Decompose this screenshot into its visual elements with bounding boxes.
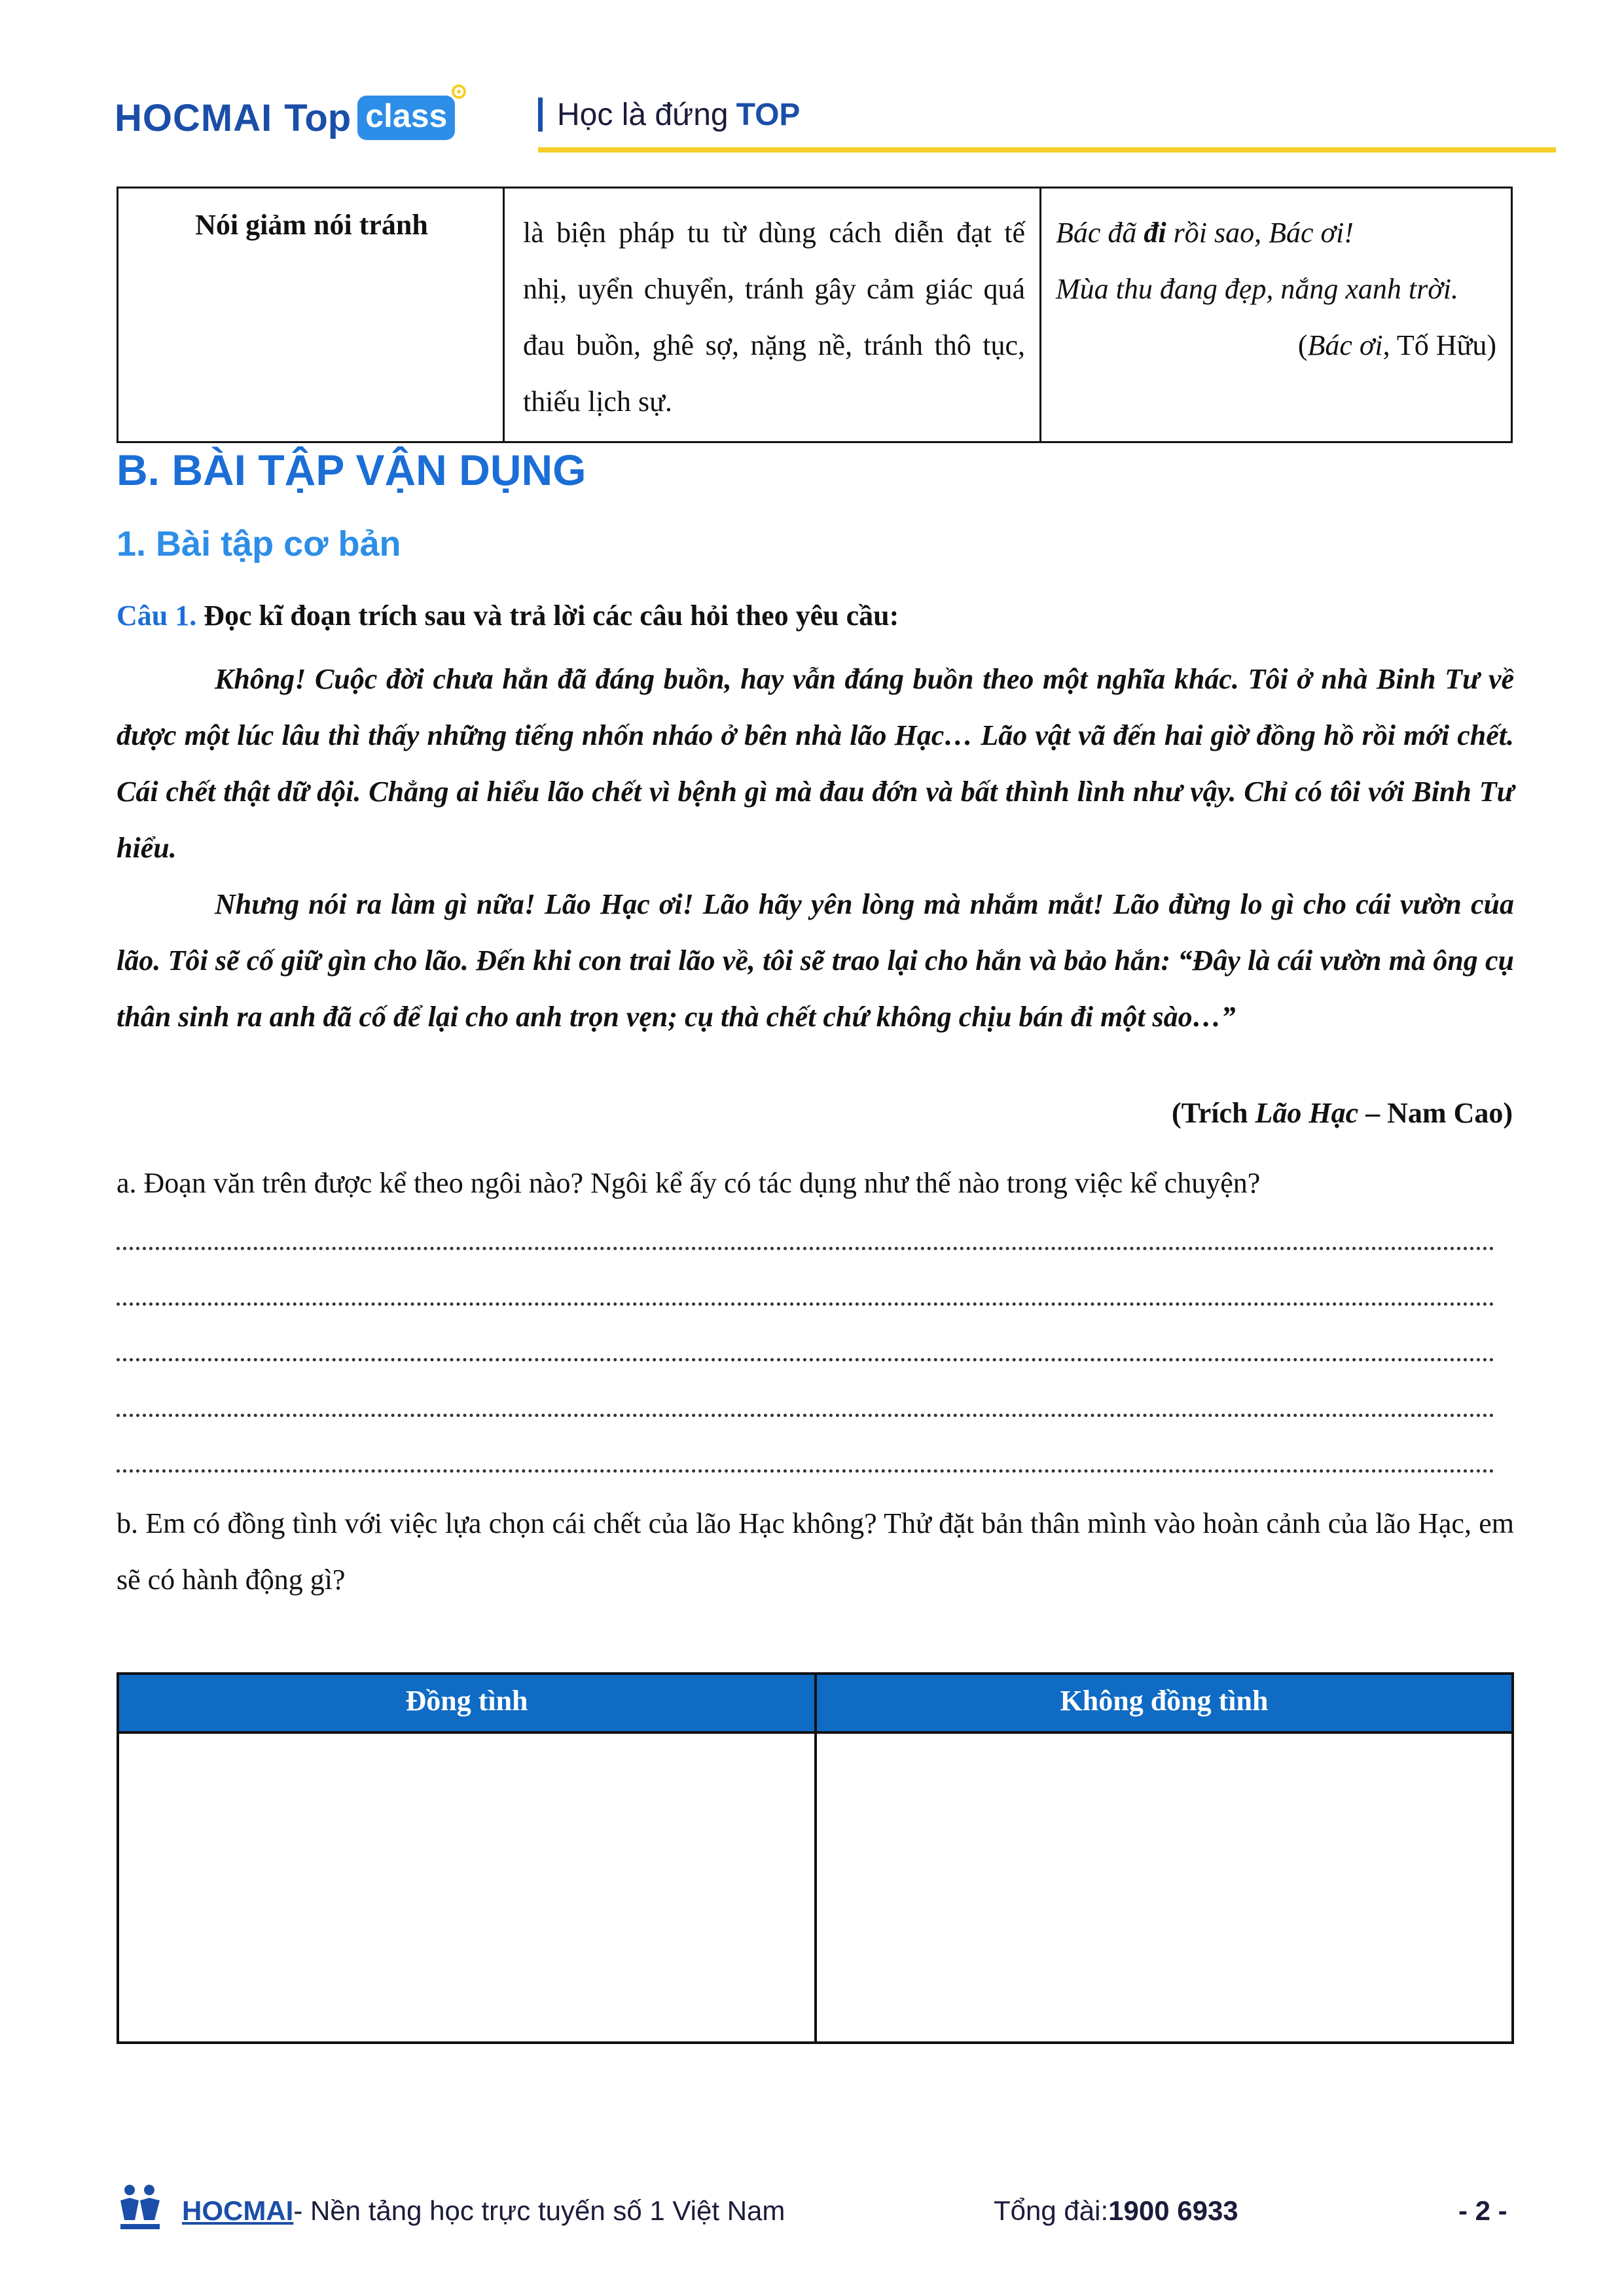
footer-slogan: - Nền tảng học trực tuyến số 1 Việt Nam <box>293 2195 785 2226</box>
disagree-answer-cell[interactable] <box>817 1734 1511 2041</box>
footer-hotline <box>994 2191 1238 2231</box>
header-divider <box>538 147 1556 152</box>
tagline-prefix: Học là đứng <box>557 97 729 132</box>
logo-hocmai-text: HOCMAI <box>115 96 273 139</box>
hotline-number: 1900 6933 <box>1108 2195 1238 2226</box>
tagline <box>538 92 800 137</box>
question-part-b: b. Em có đồng tình với việc lựa chọn cái chết của lão Hạc không? Thử đặt bản thân mình vào hoàn cảnh của lão Hạc, em sẽ có hành động gì? <box>117 1507 1514 1596</box>
term-text: Nói giảm nói tránh <box>195 209 428 241</box>
question-1-prompt <box>117 599 899 632</box>
footer-brand-link[interactable]: HOCMAI <box>182 2195 294 2226</box>
citation-rest: – Nam Cao) <box>1358 1097 1513 1129</box>
answer-line[interactable] <box>117 1302 1494 1307</box>
question-1-text: Đọc kĩ đoạn trích sau và trả lời các câu hỏi theo yêu cầu: <box>204 600 899 632</box>
example-text <box>1056 205 1496 374</box>
example-line2: Mùa thu đang đẹp, nắng xanh trời. <box>1056 273 1458 305</box>
excerpt-paragraph-2: Nhưng nói ra làm gì nữa! Lão Hạc ơi! Lão hãy yên lòng mà nhắm mắt! Lão đừng lo gì cho cái vườn của lão. Tôi sẽ cố giữ gìn cho lão. Đến khi con trai lão về, tôi sẽ trao lại cho hắn và bảo hắn: “Đây là cái vườn mà ông cụ thân sinh ra anh đã cố để lại cho anh trọn vẹn; cụ thà chết chứ không chịu bán đi một sào…” <box>117 888 1514 1033</box>
example-cell <box>1041 188 1511 441</box>
logo-class-badge <box>357 96 455 140</box>
answer-line[interactable] <box>117 1469 1494 1474</box>
definition-cell <box>505 188 1041 441</box>
example-line1-a: Bác đã <box>1056 217 1144 249</box>
example-line1-bold: đi <box>1144 217 1166 249</box>
excerpt-citation <box>1172 1096 1513 1130</box>
citation-open: (Trích <box>1172 1097 1255 1129</box>
definition-text: là biện pháp tu từ dùng cách diễn đạt tế nhị, uyển chuyển, tránh gây cảm giác quá đau buồn, ghê sợ, nặng nề, tránh thô tục, thiếu lịch sự. <box>523 217 1025 418</box>
example-line1-b: rồi sao, Bác ơi! <box>1166 217 1354 249</box>
term-table <box>117 187 1513 443</box>
answer-line[interactable] <box>117 1358 1494 1363</box>
page-number: - 2 - <box>1458 2195 1507 2226</box>
logo-top-text: Top <box>284 96 352 139</box>
citation-title: Lão Hạc <box>1255 1097 1359 1129</box>
opinion-table <box>117 1672 1514 2044</box>
example-source <box>1056 317 1496 374</box>
question-1-label: Câu 1. <box>117 600 197 632</box>
footer-brand-line <box>182 2191 785 2231</box>
agree-answer-cell[interactable] <box>119 1734 814 2041</box>
tagline-emphasis: TOP <box>736 97 801 132</box>
sun-icon <box>448 81 469 102</box>
column-disagree: Không đồng tình <box>1060 1685 1269 1717</box>
section-heading-1: 1. Bài tập cơ bản <box>117 524 401 564</box>
answer-line[interactable] <box>117 1414 1494 1418</box>
hocmai-people-icon <box>117 2181 164 2233</box>
logo-class-text: class <box>365 98 448 134</box>
example-source-open: ( <box>1297 329 1308 361</box>
hocmai-topclass-logo <box>115 92 455 144</box>
column-agree: Đồng tình <box>405 1685 528 1717</box>
hotline-label: Tổng đài: <box>994 2195 1109 2226</box>
answer-line[interactable] <box>117 1247 1494 1251</box>
term-cell <box>118 188 505 441</box>
example-source-rest: , Tố Hữu) <box>1382 329 1496 361</box>
question-part-a: a. Đoạn văn trên được kể theo ngôi nào? Ngôi kể ấy có tác dụng như thế nào trong việc kể chuyện? <box>117 1167 1261 1199</box>
tagline-bar <box>538 98 543 132</box>
excerpt-paragraph-1: Không! Cuộc đời chưa hẳn đã đáng buồn, hay vẫn đáng buồn theo một nghĩa khác. Tôi ở nhà Binh Tư về được một lúc lâu thì thấy những tiếng nhốn nháo ở bên nhà lão Hạc… Lão vật vã đến hai giờ đồng hồ rồi mới chết. Cái chết thật dữ dội. Chẳng ai hiểu lão chết vì bệnh gì mà đau đớn và bất thình lình như vậy. Chỉ có tôi với Binh Tư hiểu. <box>117 663 1514 864</box>
section-heading-b: B. BÀI TẬP VẬN DỤNG <box>117 446 586 494</box>
example-source-title: Bác ơi <box>1307 329 1383 361</box>
